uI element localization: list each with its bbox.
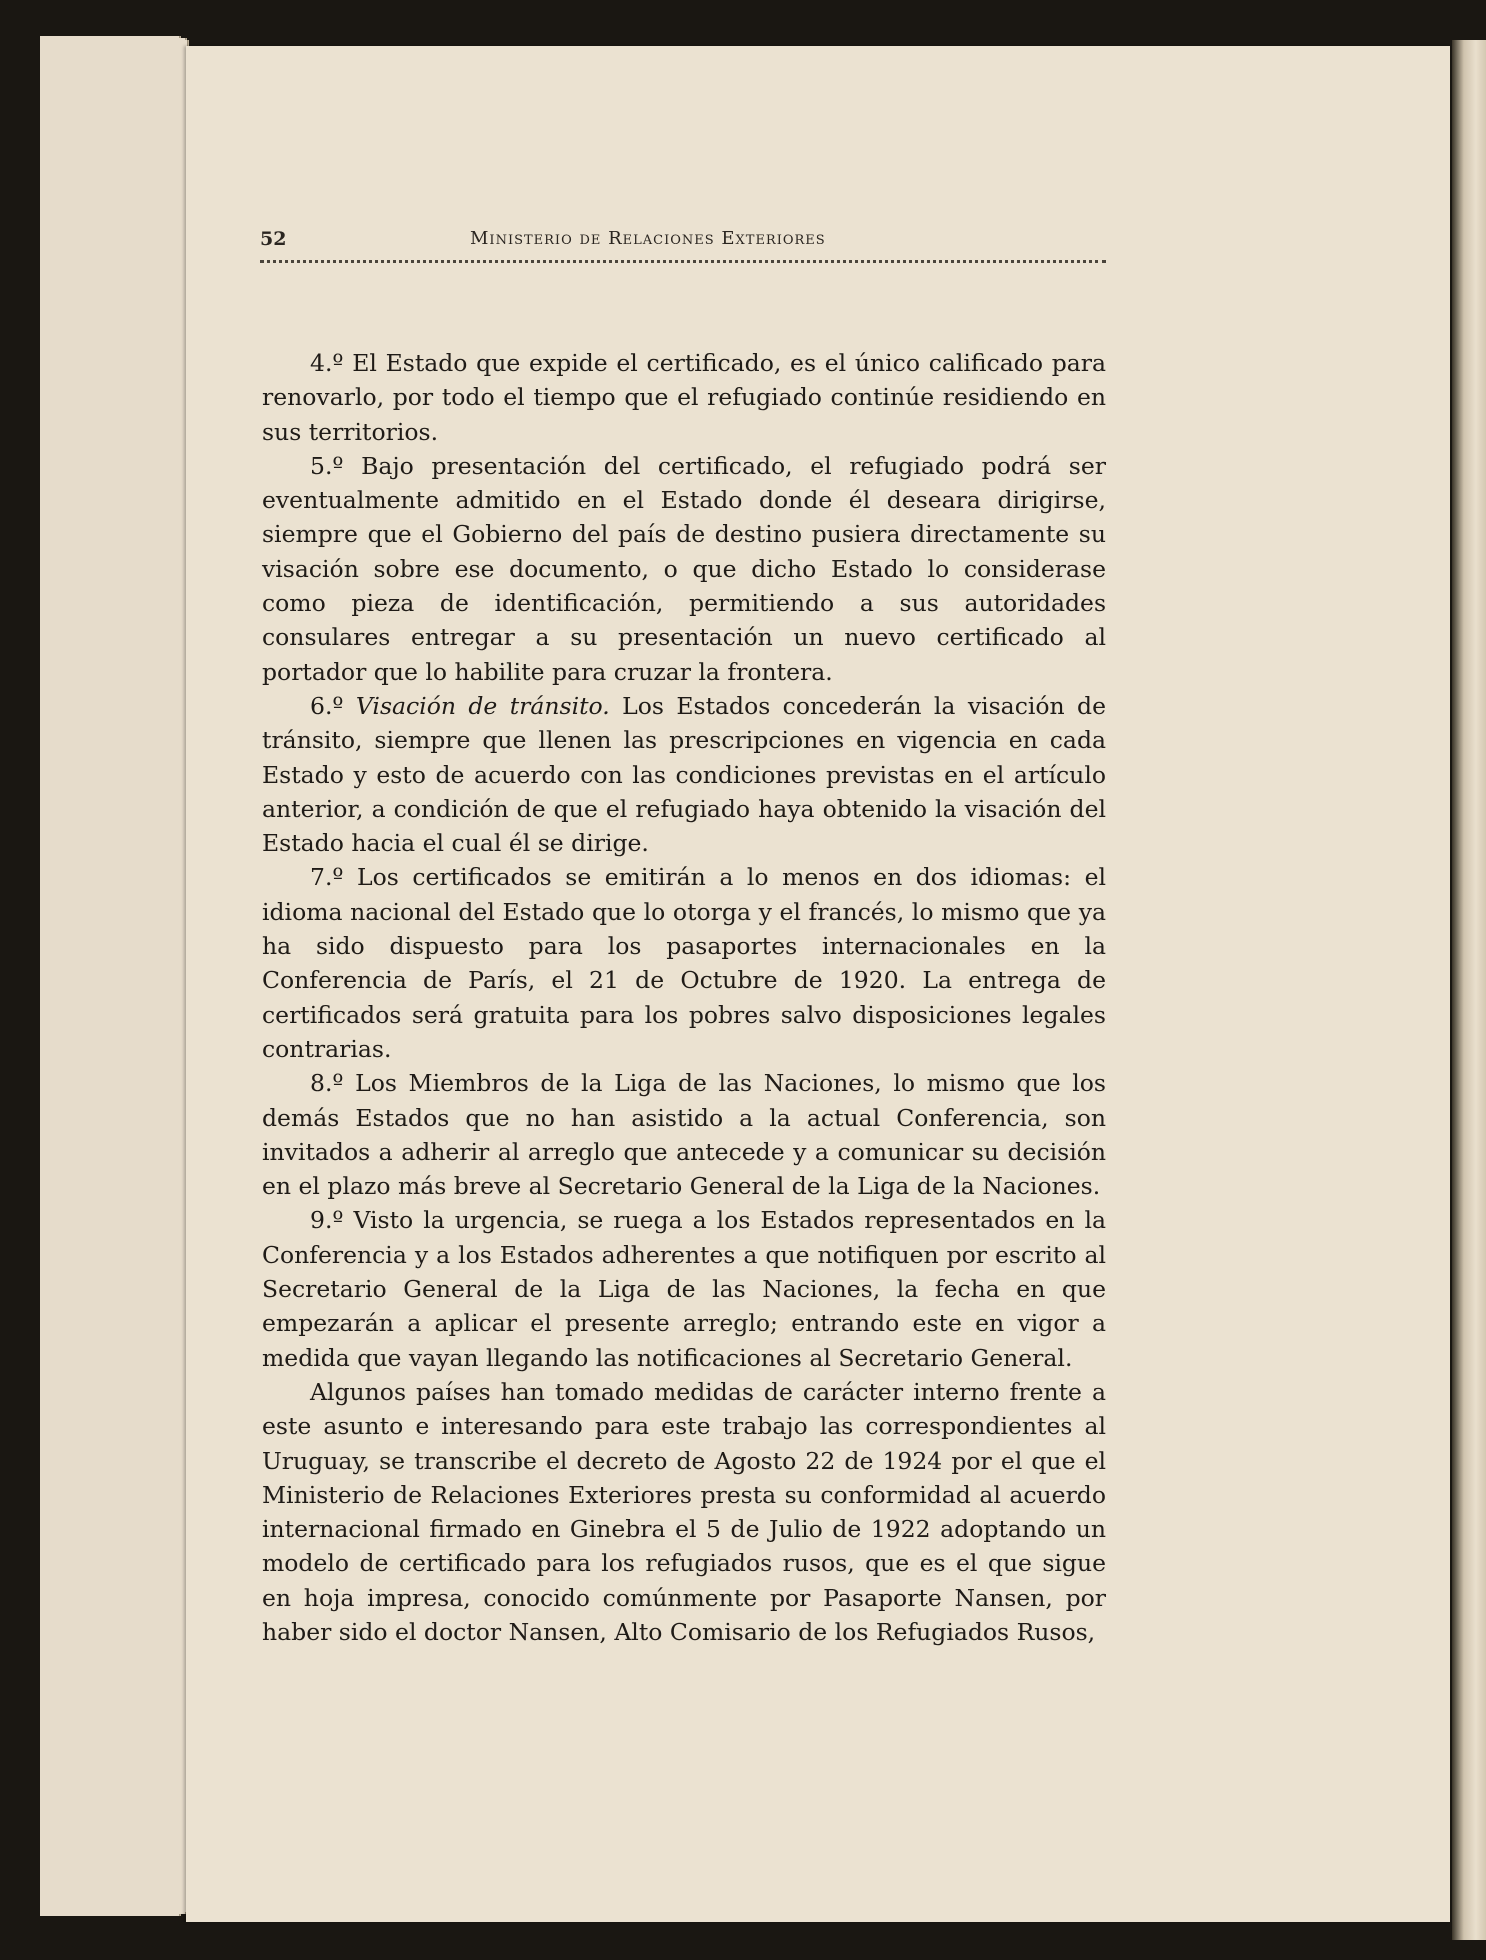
paragraph-9: 9.º Visto la urgencia, se ruega a los Estados representados en la Conferencia y a los Estados adherentes a que notifiquen por escrito al Secretario General de la Liga de las Naciones, la fecha en que empezarán a aplicar el presente arreglo; entrando este en vigor a medida que vayan llegando las notificaciones al Secretario General. xyxy=(262,1206,1106,1372)
page-number: 52 xyxy=(260,228,287,250)
paragraph-6: 6.º Visación de tránsito. Los Estados concederán la visación de tránsito, siempre que llenen las prescripciones en vigencia en cada Estado y esto de acuerdo con las condiciones previstas en el artículo anterior, a condición de que el refugiado haya obtenido la visación del Estado hacia el cual él se dirige. xyxy=(262,691,1106,858)
paragraph-5: 5.º Bajo presentación del certificado, el refugiado podrá ser eventualmente admitido en el Estado donde él deseara dirigirse, siempre que el Gobierno del país de destino pusiera directamente su visación sobre ese documento, o que dicho Estado lo considerase como pieza de identificación, permitiendo a sus autoridades consulares entregar a su presentación un nuevo certificado al portador que lo habilite para cruzar la frontera. xyxy=(262,451,1106,686)
body-text xyxy=(262,346,1106,1649)
paragraph-4: 4.º El Estado que expide el certificado, es el único calificado para renovarlo, por todo el tiempo que el refugiado continúe residiendo en sus territorios. xyxy=(262,349,1106,446)
paragraph-8: 8.º Los Miembros de la Liga de las Naciones, lo mismo que los demás Estados que no han asistido a la actual Conferencia, son invitados a adherir al arreglo que antecede y a comunicar su decisión en el plazo más breve al Secretario General de la Liga de la Naciones. xyxy=(262,1069,1106,1201)
paragraph-closing: Algunos países han tomado medidas de carácter interno frente a este asunto e interesando para este trabajo las correspondientes al Uruguay, se transcribe el decreto de Agosto 22 de 1924 por el que el Ministerio de Relaciones Exteriores presta su conformidad al acuerdo internacional firmado en Ginebra el 5 de Julio de 1922 adoptando un modelo de certificado para los refugiados rusos, que es el que sigue en hoja impresa, conocido comúnmente por Pasaporte Nansen, por haber sido el doctor Nansen, Alto Comisario de los Refugiados Rusos, xyxy=(262,1377,1106,1646)
facing-page-edge xyxy=(1452,40,1486,1940)
page-header xyxy=(260,228,1106,268)
italic-heading: Visación de tránsito. xyxy=(355,691,610,720)
running-head: Ministerio de Relaciones Exteriores xyxy=(470,228,826,249)
header-dotted-rule xyxy=(260,260,1106,263)
paragraph-7: 7.º Los certificados se emitirán a lo menos en dos idiomas: el idioma nacional del Estado que lo otorga y el francés, lo mismo que ya ha sido dispuesto para los pasaportes internacionales en la Conferencia de París, el 21 de Octubre de 1920. La entrega de certificados será gratuita para los pobres salvo disposiciones legales contrarias. xyxy=(262,863,1106,1063)
